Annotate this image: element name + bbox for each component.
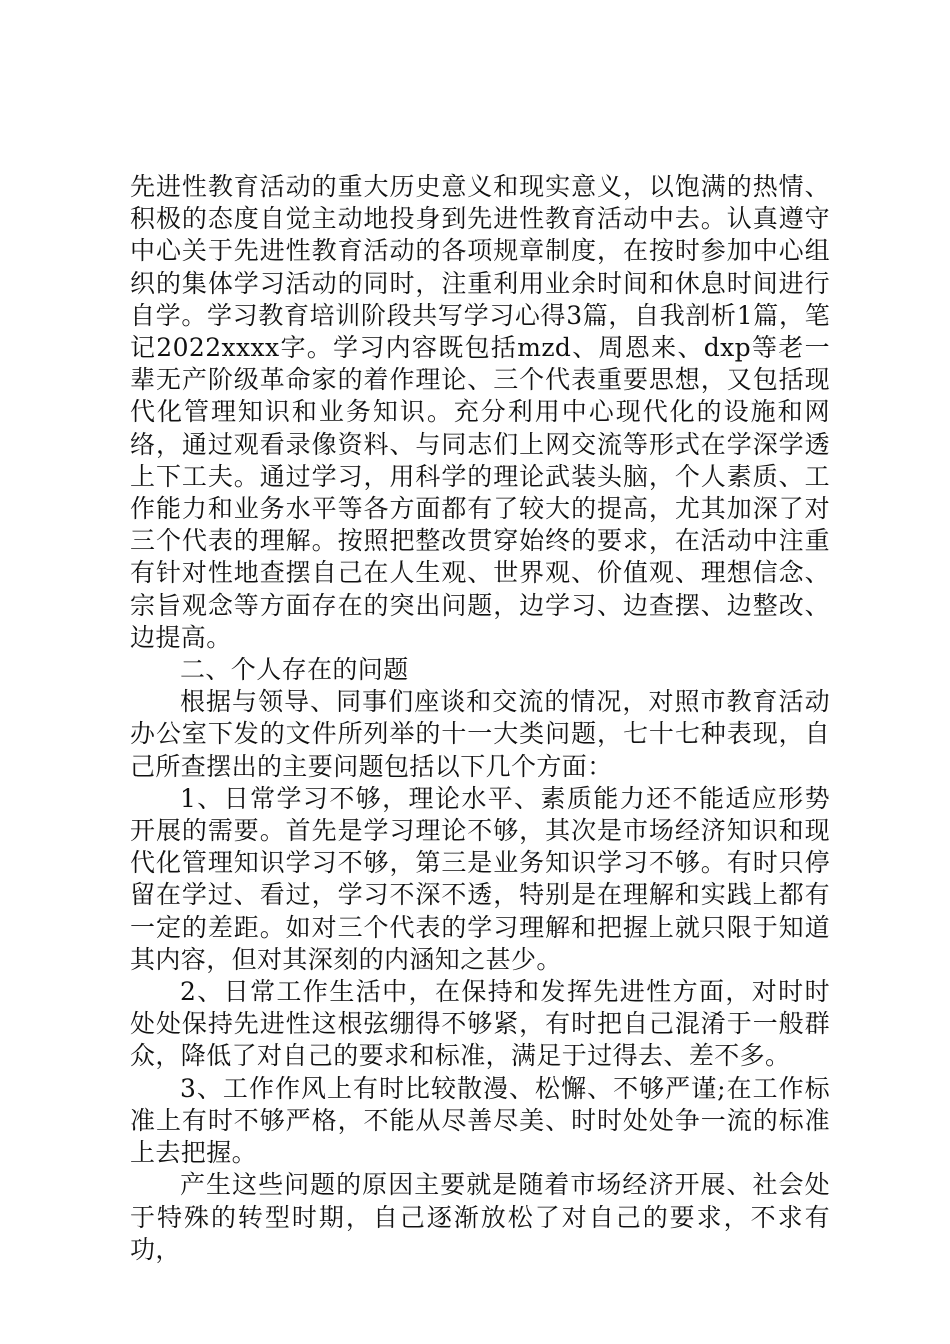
paragraph-problem-1: 1、日常学习不够，理论水平、素质能力还不能适应形势开展的需要。首先是学习理论不够，其次是市场经济知识和现代化管理知识学习不够，第三是业务知识学习不够。有时只停留在学过、看过，学习不深不透，特别是在理解和实践上都有一定的差距。如对三个代表的学习理解和把握上就只限于知道其内容，但对其深刻的内涵知之甚少。: [130, 783, 830, 974]
document-body: [130, 171, 830, 1266]
paragraph-problem-2: 2、日常工作生活中，在保持和发挥先进性方面，对时时处处保持先进性这根弦绷得不够紧，有时把自己混淆于一般群众，降低了对自己的要求和标准，满足于过得去、差不多。: [130, 977, 830, 1071]
paragraph-problem-3: 3、工作作风上有时比较散漫、松懈、不够严谨;在工作标准上有时不够严格，不能从尽善尽美、时时处处争一流的标准上去把握。: [130, 1073, 830, 1168]
section-heading-personal-problems: 二、个人存在的问题: [180, 655, 409, 685]
paragraph-causes: 产生这些问题的原因主要就是随着市场经济开展、社会处于特殊的转型时期，自己逐渐放松了对自己的要求，不求有功，: [130, 1170, 830, 1264]
paragraph-study-summary: 先进性教育活动的重大历史意义和现实意义，以饱满的热情、积极的态度自觉主动地投身到先进性教育活动中去。认真遵守中心关于先进性教育活动的各项规章制度，在按时参加中心组织的集体学习活动的同时，注重利用业余时间和休息时间进行自学。学习教育培训阶段共写学习心得3篇，自我剖析1篇，笔记2022xxxx字。学习内容既包括mzd、周恩来、dxp等老一辈无产阶级革命家的着作理论、三个代表重要思想，又包括现代化管理知识和业务知识。充分利用中心现代化的设施和网络，通过观看录像资料、与同志们上网交流等形式在学深学透上下工夫。通过学习，用科学的理论武装头脑，个人素质、工作能力和业务水平等各方面都有了较大的提高，尤其加深了对三个代表的理解。按照把整改贯穿始终的要求，在活动中注重有针对性地查摆自己在人生观、世界观、价值观、理想信念、宗旨观念等方面存在的突出问题，边学习、边查摆、边整改、边提高。: [130, 172, 830, 652]
paragraph-problems-intro: 根据与领导、同事们座谈和交流的情况，对照市教育活动办公室下发的文件所列举的十一大类问题，七十七种表现，自己所查摆出的主要问题包括以下几个方面：: [130, 687, 830, 781]
